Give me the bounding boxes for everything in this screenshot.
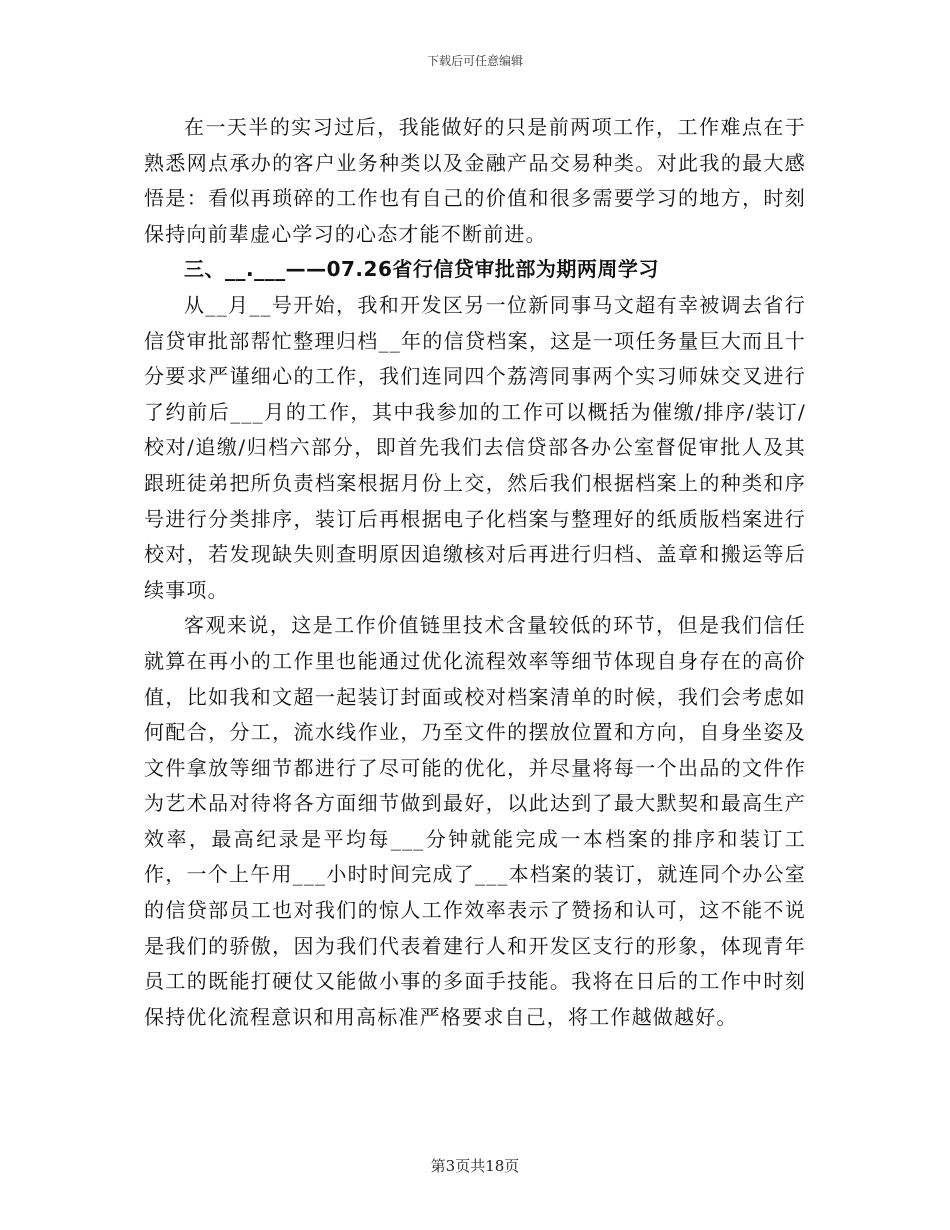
section-heading-three: 三、__.___——07.26省行信贷审批部为期两周学习 <box>184 257 659 282</box>
paragraph-internship-reflection: 在一天半的实习过后，我能做好的只是前两项工作，工作难点在于熟悉网点承办的客户业务种类以及金融产品交易种类。对此我的最大感悟是：看似再琐碎的工作也有自己的价值和很多需要学习的地方，时刻保持向前辈虚心学习的心态才能不断前进。 <box>144 115 806 246</box>
page-header: 下载后可任意编辑 <box>426 54 523 68</box>
document-body <box>144 110 806 1035</box>
page-number: 第3页共18页 <box>430 1157 520 1175</box>
paragraph-archive-work: 从__月__号开始，我和开发区另一位新同事马文超有幸被调去省行信贷审批部帮忙整理归档__年的信贷档案，这是一项任务量巨大而且十分要求严谨细心的工作，我们连同四个荔湾同事两个实习师妹交叉进行了约前后___月的工作，其中我参加的工作可以概括为催缴/排序/装订/校对/追缴/归档六部分，即首先我们去信贷部各办公室督促审批人及其跟班徒弟把所负责档案根据月份上交，然后我们根据档案上的种类和序号进行分类排序，装订后再根据电子化档案与整理好的纸质版档案进行校对，若发现缺失则查明原因追缴核对后再进行归档、盖章和搬运等后续事项。 <box>144 292 806 602</box>
paragraph-efficiency-reflection: 客观来说，这是工作价值链里技术含量较低的环节，但是我们信任就算在再小的工作里也能通过优化流程效率等细节体现自身存在的高价值，比如我和文超一起装订封面或校对档案清单的时候，我们会考虑如何配合，分工，流水线作业，乃至文件的摆放位置和方向，自身坐姿及文件拿放等细节都进行了尽可能的优化，并尽量将每一个出品的文件作为艺术品对待将各方面细节做到最好，以此达到了最大默契和最高生产效率，最高纪录是平均每___分钟就能完成一本档案的排序和装订工作，一个上午用___小时时间完成了___本档案的装订，就连同个办公室的信贷部员工也对我们的惊人工作效率表示了赞扬和认可，这不能不说是我们的骄傲，因为我们代表着建行人和开发区支行的形象，体现青年员工的既能打硬仗又能做小事的多面手技能。我将在日后的工作中时刻保持优化流程意识和用高标准严格要求自己，将工作越做越好。 <box>144 613 806 1029</box>
